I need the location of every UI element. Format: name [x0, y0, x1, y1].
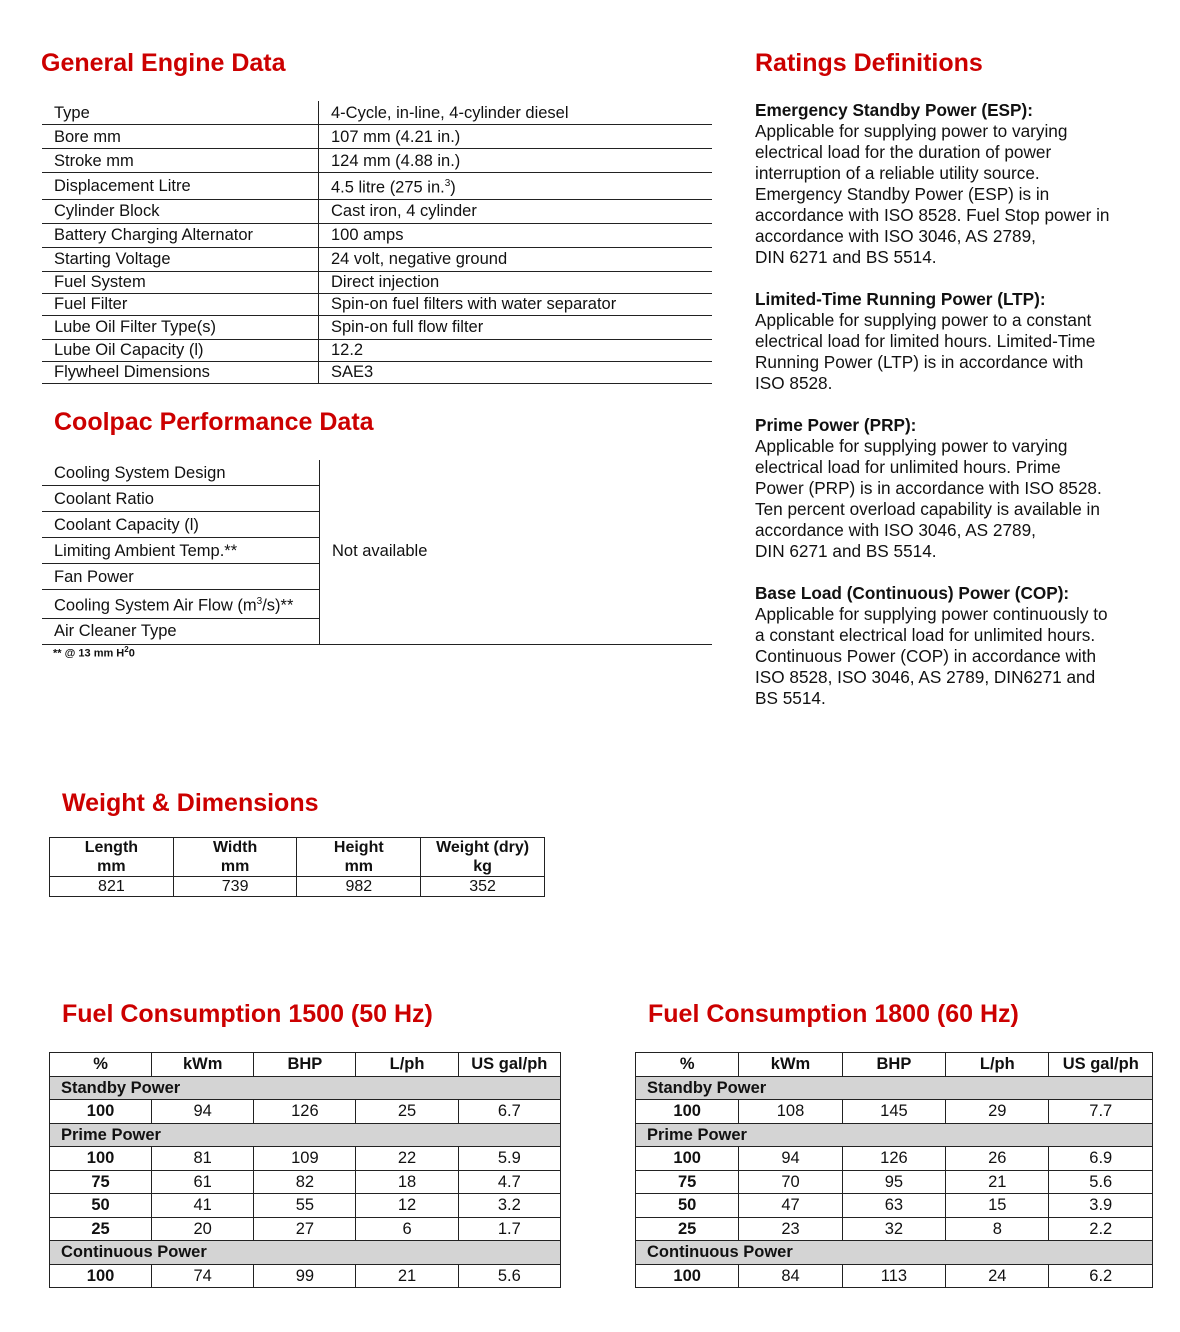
section-label: Prime Power: [636, 1123, 1153, 1147]
table-row: [50, 1147, 561, 1171]
table-cell: 6.7: [458, 1100, 560, 1124]
table-row: [636, 1170, 1153, 1194]
section-label: Standby Power: [50, 1076, 561, 1100]
table-row: [636, 1217, 1153, 1241]
section-label: Continuous Power: [636, 1241, 1153, 1265]
column-header: %: [50, 1053, 152, 1077]
table-cell: 6.2: [1049, 1264, 1153, 1288]
fuel-consumption-60hz-table: [635, 1052, 1153, 1288]
spec-value: 12.2: [319, 339, 713, 361]
fuel-consumption-60hz-heading: Fuel Consumption 1800 (60 Hz): [648, 1000, 1019, 1028]
table-row: [50, 877, 545, 897]
rating-body: Applicable for supplying power continuously to a constant electrical load for unlimited hours. Continuous Power (COP) in accordance with ISO 8528, ISO 3046, AS 2789, DIN6271 and BS 5514.: [755, 604, 1108, 708]
table-row: [42, 199, 712, 223]
column-unit: mm: [297, 857, 421, 877]
table-cell: 94: [152, 1100, 254, 1124]
table-cell: 8: [946, 1217, 1049, 1241]
table-cell: 352: [421, 877, 545, 897]
table-cell: 50: [636, 1194, 739, 1218]
table-cell: 55: [254, 1194, 356, 1218]
ratings-definitions: [755, 100, 1155, 730]
coolpac-label: Coolant Capacity (l): [42, 512, 320, 538]
table-row: [42, 460, 712, 486]
column-header: Width: [173, 838, 297, 858]
spec-label: Flywheel Dimensions: [42, 361, 319, 383]
table-cell: 32: [842, 1217, 945, 1241]
displacement-value-tail: ): [450, 178, 456, 197]
ratings-definitions-heading: Ratings Definitions: [755, 49, 983, 77]
table-row: [50, 1100, 561, 1124]
rating-title: Limited-Time Running Power (LTP):: [755, 289, 1046, 309]
table-row: [42, 271, 712, 293]
spec-value: 124 mm (4.88 in.): [319, 149, 713, 173]
spec-label: Displacement Litre: [42, 173, 319, 200]
table-cell: 24: [946, 1264, 1049, 1288]
spec-label: Fuel System: [42, 271, 319, 293]
table-cell: 2.2: [1049, 1217, 1153, 1241]
superscript: 3: [444, 178, 451, 189]
table-cell: 100: [50, 1100, 152, 1124]
table-cell: 113: [842, 1264, 945, 1288]
table-cell: 22: [356, 1147, 458, 1171]
table-cell: 126: [254, 1100, 356, 1124]
table-cell: 7.7: [1049, 1100, 1153, 1124]
table-cell: 126: [842, 1147, 945, 1171]
superscript: 3: [256, 596, 263, 607]
rating-title: Base Load (Continuous) Power (COP):: [755, 583, 1070, 603]
spec-label: Lube Oil Capacity (l): [42, 339, 319, 361]
table-cell: 12: [356, 1194, 458, 1218]
table-cell: 15: [946, 1194, 1049, 1218]
spec-label: Type: [42, 101, 319, 125]
superscript: 2: [124, 644, 129, 654]
table-header-row: [50, 838, 545, 858]
rating-title: Emergency Standby Power (ESP):: [755, 100, 1033, 120]
table-cell: 82: [254, 1170, 356, 1194]
table-cell: 75: [50, 1170, 152, 1194]
rating-body: Applicable for supplying power to a constant electrical load for limited hours. Limited-Time Running Power (LTP) is in accordance with ISO 8528.: [755, 310, 1096, 393]
table-cell: 145: [842, 1100, 945, 1124]
table-row: [42, 293, 712, 315]
spec-value: 100 amps: [319, 223, 713, 247]
coolpac-label: Fan Power: [42, 564, 320, 590]
table-row: [42, 315, 712, 339]
spec-value: Cast iron, 4 cylinder: [319, 199, 713, 223]
spec-label: Cylinder Block: [42, 199, 319, 223]
coolpac-label: Air Cleaner Type: [42, 618, 320, 644]
column-header: BHP: [254, 1053, 356, 1077]
column-header: %: [636, 1053, 739, 1077]
table-cell: 982: [297, 877, 421, 897]
table-cell: 29: [946, 1100, 1049, 1124]
column-unit: mm: [50, 857, 174, 877]
table-cell: 20: [152, 1217, 254, 1241]
spec-value: 4-Cycle, in-line, 4-cylinder diesel: [319, 101, 713, 125]
coolpac-label: [42, 590, 320, 619]
coolpac-footnote: [53, 645, 712, 660]
table-cell: 108: [739, 1100, 842, 1124]
table-cell: 1.7: [458, 1217, 560, 1241]
general-engine-data-table: [42, 101, 712, 384]
spec-label: Bore mm: [42, 125, 319, 149]
table-cell: 100: [636, 1147, 739, 1171]
coolpac-label: Cooling System Design: [42, 460, 320, 486]
column-header: Weight (dry): [421, 838, 545, 858]
table-row: [636, 1147, 1153, 1171]
spec-label: Stroke mm: [42, 149, 319, 173]
table-row: [42, 101, 712, 125]
table-cell: 109: [254, 1147, 356, 1171]
table-row: [50, 1194, 561, 1218]
coolpac-value: Not available: [320, 460, 713, 644]
table-cell: 3.2: [458, 1194, 560, 1218]
table-cell: 100: [636, 1100, 739, 1124]
coolpac-table: [42, 460, 712, 645]
rating-title: Prime Power (PRP):: [755, 415, 917, 435]
footnote-text: ** @ 13 mm H: [53, 647, 125, 660]
table-cell: 6.9: [1049, 1147, 1153, 1171]
table-row: [42, 247, 712, 271]
column-unit: kg: [421, 857, 545, 877]
table-row: [42, 173, 712, 200]
table-row: [636, 1194, 1153, 1218]
footnote-tail: 0: [128, 647, 135, 660]
fuel-consumption-50hz-table: [49, 1052, 561, 1288]
coolpac-section: [42, 460, 712, 659]
table-header-row: [636, 1053, 1153, 1077]
table-cell: 99: [254, 1264, 356, 1288]
weight-dimensions-table: [49, 837, 545, 897]
table-cell: 821: [50, 877, 174, 897]
table-cell: 100: [50, 1264, 152, 1288]
table-row: [42, 361, 712, 383]
displacement-value: 4.5 litre (275 in.: [331, 178, 445, 197]
table-cell: 5.6: [458, 1264, 560, 1288]
table-row: [42, 339, 712, 361]
table-cell: 100: [636, 1264, 739, 1288]
table-cell: 6: [356, 1217, 458, 1241]
section-label: Standby Power: [636, 1076, 1153, 1100]
table-cell: 81: [152, 1147, 254, 1171]
table-cell: 47: [739, 1194, 842, 1218]
table-header-row: [50, 1053, 561, 1077]
table-row: [50, 1217, 561, 1241]
table-cell: 21: [356, 1264, 458, 1288]
general-engine-data-heading: General Engine Data: [41, 49, 286, 77]
spec-value: SAE3: [319, 361, 713, 383]
column-header: BHP: [842, 1053, 945, 1077]
column-unit: mm: [173, 857, 297, 877]
column-header: Height: [297, 838, 421, 858]
column-header: L/ph: [356, 1053, 458, 1077]
section-row: [636, 1123, 1153, 1147]
coolpac-label: Limiting Ambient Temp.**: [42, 538, 320, 564]
table-cell: 70: [739, 1170, 842, 1194]
table-row: [50, 1264, 561, 1288]
spec-value: Spin-on fuel filters with water separator: [319, 293, 713, 315]
column-header: kWm: [739, 1053, 842, 1077]
table-cell: 41: [152, 1194, 254, 1218]
table-cell: 61: [152, 1170, 254, 1194]
section-row: [50, 1123, 561, 1147]
table-cell: 25: [356, 1100, 458, 1124]
table-row: [636, 1100, 1153, 1124]
table-cell: 84: [739, 1264, 842, 1288]
column-header: Length: [50, 838, 174, 858]
table-cell: 95: [842, 1170, 945, 1194]
rating-body: Applicable for supplying power to varying electrical load for unlimited hours. Prime Power (PRP) is in accordance with ISO 8528. Ten percent overload capability is available in accordance with ISO 3046, AS 2789, DIN 6271 and BS 5514.: [755, 436, 1102, 561]
table-cell: 4.7: [458, 1170, 560, 1194]
section-label: Continuous Power: [50, 1241, 561, 1265]
column-header: L/ph: [946, 1053, 1049, 1077]
table-cell: 74: [152, 1264, 254, 1288]
spec-value: 24 volt, negative ground: [319, 247, 713, 271]
rating-body: Applicable for supplying power to varying electrical load for the duration of power interruption of a reliable utility source. Emergency Standby Power (ESP) is in accordance with ISO 8528. Fuel Stop power in accordance with ISO 3046, AS 2789, DIN 6271 and BS 5514.: [755, 121, 1110, 267]
spec-value: 107 mm (4.21 in.): [319, 125, 713, 149]
column-header: US gal/ph: [1049, 1053, 1153, 1077]
table-cell: 50: [50, 1194, 152, 1218]
airflow-label-tail: /s)**: [262, 596, 294, 615]
table-cell: 25: [50, 1217, 152, 1241]
table-cell: 23: [739, 1217, 842, 1241]
table-row: [42, 223, 712, 247]
spec-value: [319, 173, 713, 200]
table-cell: 100: [50, 1147, 152, 1171]
table-units-row: [50, 857, 545, 877]
spec-label: Lube Oil Filter Type(s): [42, 315, 319, 339]
spec-label: Fuel Filter: [42, 293, 319, 315]
fuel-consumption-50hz-heading: Fuel Consumption 1500 (50 Hz): [62, 1000, 433, 1028]
weight-dimensions-heading: Weight & Dimensions: [62, 789, 319, 817]
table-cell: 21: [946, 1170, 1049, 1194]
table-row: [50, 1170, 561, 1194]
spec-label: Starting Voltage: [42, 247, 319, 271]
spec-label: Battery Charging Alternator: [42, 223, 319, 247]
section-row: [636, 1076, 1153, 1100]
table-cell: 75: [636, 1170, 739, 1194]
spec-value: Spin-on full flow filter: [319, 315, 713, 339]
section-row: [636, 1241, 1153, 1265]
table-row: [42, 125, 712, 149]
table-cell: 5.9: [458, 1147, 560, 1171]
column-header: US gal/ph: [458, 1053, 560, 1077]
table-cell: 5.6: [1049, 1170, 1153, 1194]
airflow-label: Cooling System Air Flow (m: [54, 596, 257, 615]
section-row: [50, 1076, 561, 1100]
table-cell: 27: [254, 1217, 356, 1241]
column-header: kWm: [152, 1053, 254, 1077]
spec-value: Direct injection: [319, 271, 713, 293]
table-cell: 63: [842, 1194, 945, 1218]
table-row: [42, 149, 712, 173]
table-cell: 26: [946, 1147, 1049, 1171]
coolpac-performance-heading: Coolpac Performance Data: [54, 408, 374, 436]
table-cell: 25: [636, 1217, 739, 1241]
table-cell: 3.9: [1049, 1194, 1153, 1218]
table-cell: 739: [173, 877, 297, 897]
coolpac-label: Coolant Ratio: [42, 486, 320, 512]
section-row: [50, 1241, 561, 1265]
table-cell: 94: [739, 1147, 842, 1171]
table-cell: 18: [356, 1170, 458, 1194]
table-row: [636, 1264, 1153, 1288]
section-label: Prime Power: [50, 1123, 561, 1147]
